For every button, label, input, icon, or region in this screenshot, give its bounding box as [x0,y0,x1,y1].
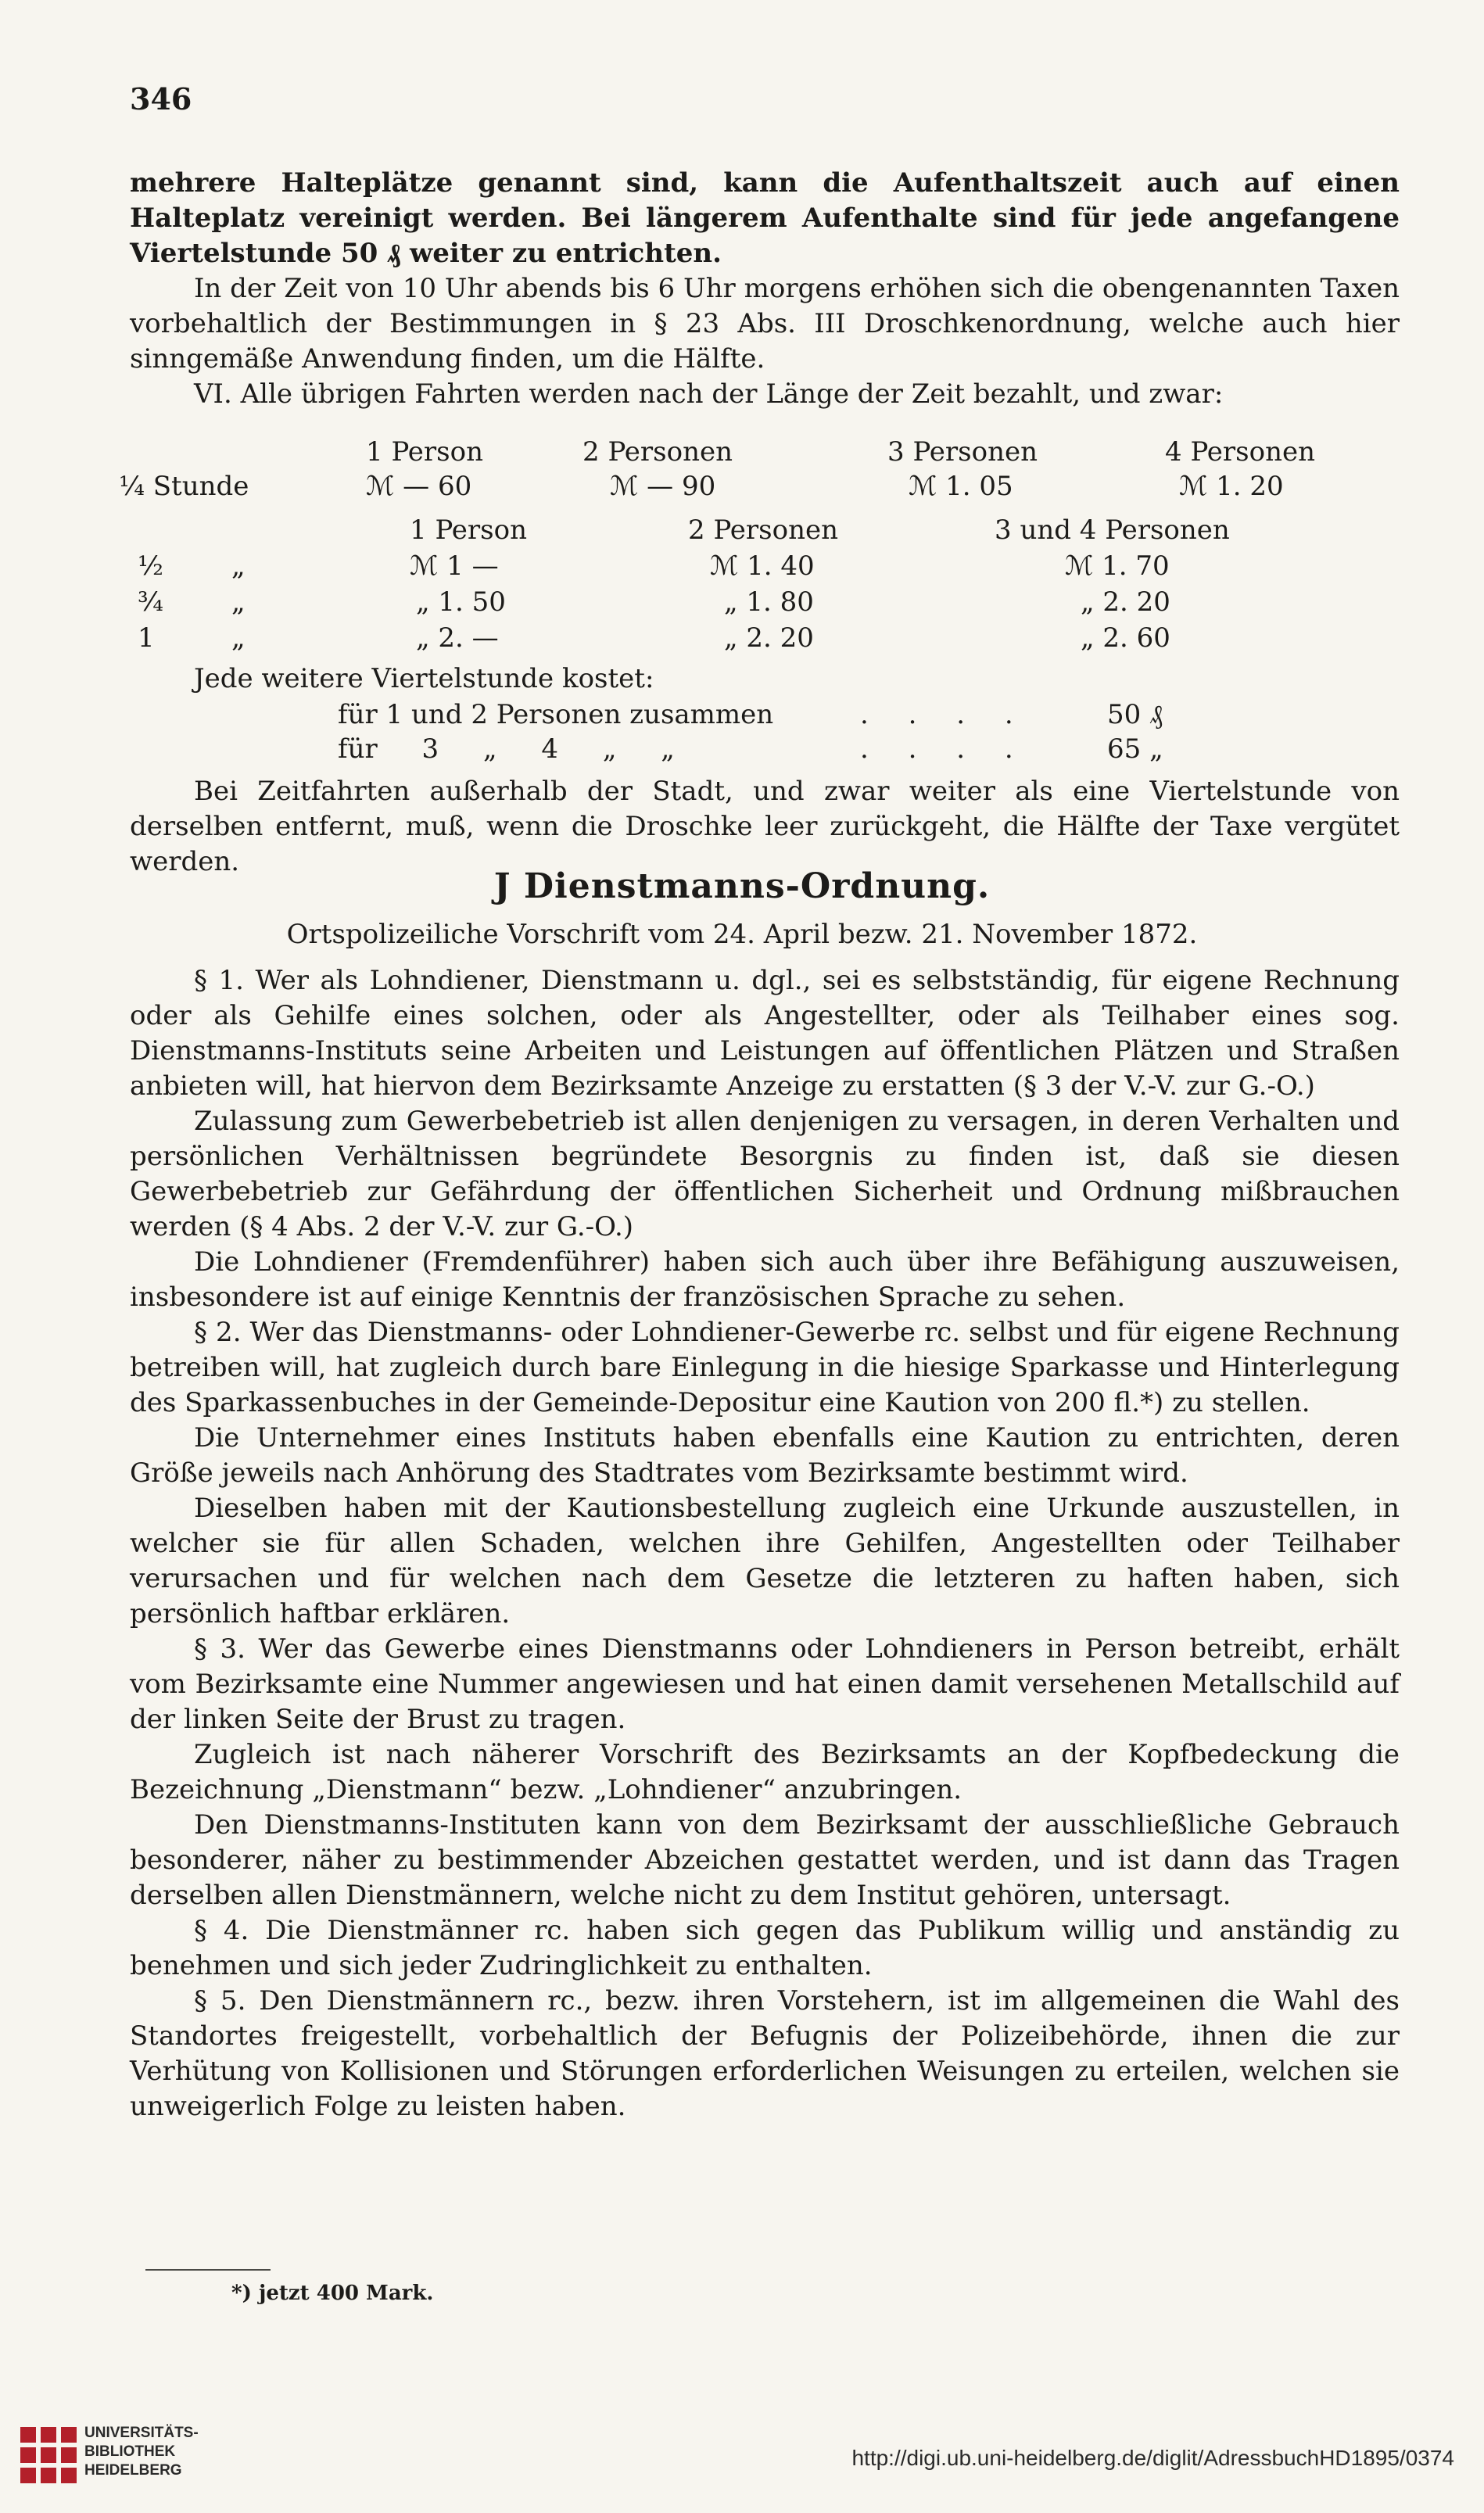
library-logo-text [84,2424,199,2480]
table2-row-label: 1 [138,622,155,654]
extra-line-label: für 1 und 2 Personen zusammen [338,699,774,730]
table1-value: ℳ 1. 20 [1179,471,1284,502]
intro-block [130,166,1400,412]
after-table-paragraph: Bei Zeitfahrten außerhalb der Stadt, und zwar weiter als eine Viertelstunde von derselben entfernt, muß, wenn die Droschke leer zurückgeht, die Hälfte der Taxe vergütet werden. [130,776,1400,877]
page-number: 346 [130,81,192,117]
table1-header: 3 Personen [887,436,1038,468]
table2-value: „ 1. 50 [416,586,506,618]
table2-value: „ 2. — [416,622,499,654]
table2-row-label: ¾ [138,586,163,618]
table1-value: ℳ — 60 [366,471,472,502]
table1-header: 1 Person [366,436,483,468]
intro-paragraph-2: In der Zeit von 10 Uhr abends bis 6 Uhr morgens erhöhen sich die obengenannten Taxen vorbehaltlich der Bestimmungen in § 23 Abs. III Droschkenordnung, welche auch hier sinngemäße Anwendung finden, um die Hälfte. [130,273,1400,375]
table2-value: „ 1. 80 [724,586,814,618]
body-paragraph: Die Lohndiener (Fremdenführer) haben sich auch über ihre Befähigung auszuweisen, insbesondere ist auf einige Kenntnis der französischen Sprache zu sehen. [130,1246,1400,1313]
table2-value: „ 2. 20 [1081,586,1170,618]
body-block [130,963,1400,2124]
table1-value: ℳ 1. 05 [909,471,1013,502]
table2-value: „ 2. 20 [724,622,814,654]
body-paragraph: § 5. Den Dienstmännern rc., bezw. ihren Vorstehern, ist im allgemeinen die Wahl des Standortes freigestellt, vorbehaltlich der Befugnis der Polizeibehörde, ihnen die zur Verhütung von Kollisionen und Störungen erforderlichen Weisungen zu erteilen, welchen sie unweigerlich Folge zu leisten haben. [130,1985,1400,2122]
body-paragraph: § 1. Wer als Lohndiener, Dienstmann u. dgl., sei es selbstständig, für eigene Rechnung oder als Gehilfe eines solchen, oder als Angestellter, oder als Teilhaber eines sog. Dienstmanns-Instituts seine Arbeiten und Leistungen auf öffentlichen Plätzen und Straßen anbieten will, hat hiervon dem Bezirksamte Anzeige zu erstatten (§ 3 der V.-V. zur G.-O.) [130,965,1400,1102]
table2-value: „ 2. 60 [1081,622,1170,654]
table2-ditto: „ [231,550,246,582]
logo-line: HEIDELBERG [84,2462,182,2479]
footnote-divider [145,2269,271,2271]
body-paragraph: Zugleich ist nach näherer Vorschrift des Bezirksamts an der Kopfbedeckung die Bezeichnung „Dienstmann“ bezw. „Lohndiener“ anzubringen. [130,1739,1400,1805]
table1-header: 4 Personen [1165,436,1315,468]
logo-line: UNIVERSITÄTS- [84,2425,199,2441]
section-subtitle: Ortspolizeiliche Vorschrift vom 24. April bezw. 21. November 1872. [286,919,1198,950]
section-title: J Dienstmanns-Ordnung. [493,866,991,906]
extra-heading: Jede weitere Viertelstunde kostet: [194,663,654,694]
extra-line-dots: . . . . [860,699,1029,730]
body-paragraph: § 4. Die Dienstmänner rc. haben sich gegen das Publikum willig und anständig zu benehmen und sich jeder Zudringlichkeit zu enthalten. [130,1915,1400,1981]
table1-header: 2 Personen [582,436,733,468]
table2-value: ℳ 1. 40 [710,550,815,582]
body-paragraph: Dieselben haben mit der Kautionsbestellung zugleich eine Urkunde auszustellen, in welcher sie für allen Schaden, welchen ihre Gehilfen, Angestellten oder Teilhaber verursachen und für welchen nach dem Gesetze die letzteren zu haften haben, sich persönlich haftbar erklären. [130,1493,1400,1629]
logo-line: BIBLIOTHEK [84,2443,176,2460]
table1-row-label: ¼ Stunde [119,471,249,502]
extra-line-dots: . . . . [860,733,1029,765]
table2-header: 3 und 4 Personen [995,514,1230,546]
extra-line-value: 65 „ [1107,733,1163,765]
table2-header: 2 Personen [688,514,838,546]
body-paragraph: Die Unternehmer eines Instituts haben ebenfalls eine Kaution zu entrichten, deren Größe jeweils nach Anhörung des Stadtrates vom Bezirksamte bestimmt wird. [130,1422,1400,1489]
intro-paragraph-3: VI. Alle übrigen Fahrten werden nach der Länge der Zeit bezahlt, und zwar: [194,378,1224,410]
table2-row-label: ½ [138,550,163,582]
body-paragraph: Zulassung zum Gewerbebetrieb ist allen denjenigen zu versagen, in deren Verhalten und persönlichen Verhältnissen begründete Besorgnis zu finden ist, daß sie diesen Gewerbebetrieb zur Gefährdung der öffentlichen Sicherheit und Ordnung mißbrauchen werden (§ 4 Abs. 2 der V.-V. zur G.-O.) [130,1106,1400,1242]
table2-header: 1 Person [410,514,527,546]
extra-line-label: für 3 „ 4 „ „ [338,733,675,765]
body-paragraph: § 3. Wer das Gewerbe eines Dienstmanns oder Lohndieners in Person betreibt, erhält vom Bezirksamte eine Nummer angewiesen und hat einen damit versehenen Metallschild auf der linken Seite der Brust zu tragen. [130,1633,1400,1735]
intro-paragraph-1: mehrere Halteplätze genannt sind, kann die Aufenthaltszeit auch auf einen Halteplatz vereinigt werden. Bei längerem Aufenthalte sind für jede angefangene Viertelstunde 50 ₰ weiter zu entrichten. [130,167,1400,269]
body-paragraph: § 2. Wer das Dienstmanns- oder Lohndiener-Gewerbe rc. selbst und für eigene Rechnung betreiben will, hat zugleich durch bare Einlegung in die hiesige Sparkasse und Hinterlegung des Sparkassenbuches in der Gemeinde-Depositur eine Kaution von 200 fl.*) zu stellen. [130,1317,1400,1418]
body-paragraph: Den Dienstmanns-Instituten kann von dem Bezirksamt der ausschließliche Gebrauch besonderer, näher zu bestimmender Abzeichen gestattet werden, und ist dann das Tragen derselben allen Dienstmännern, welche nicht zu dem Institut gehören, untersagt. [130,1809,1400,1911]
table2-value: ℳ 1. 70 [1065,550,1170,582]
extra-line-value: 50 ₰ [1107,699,1163,730]
table1-value: ℳ — 90 [610,471,716,502]
footnote: *) jetzt 400 Mark. [231,2282,434,2305]
table2-ditto: „ [231,586,246,618]
after-table-block [130,774,1400,880]
source-url-link[interactable]: http://digi.ub.uni-heidelberg.de/diglit/AdressbuchHD1895/0374 [851,2446,1454,2470]
table2-ditto: „ [231,622,246,654]
table2-value: ℳ 1 — [410,550,499,582]
